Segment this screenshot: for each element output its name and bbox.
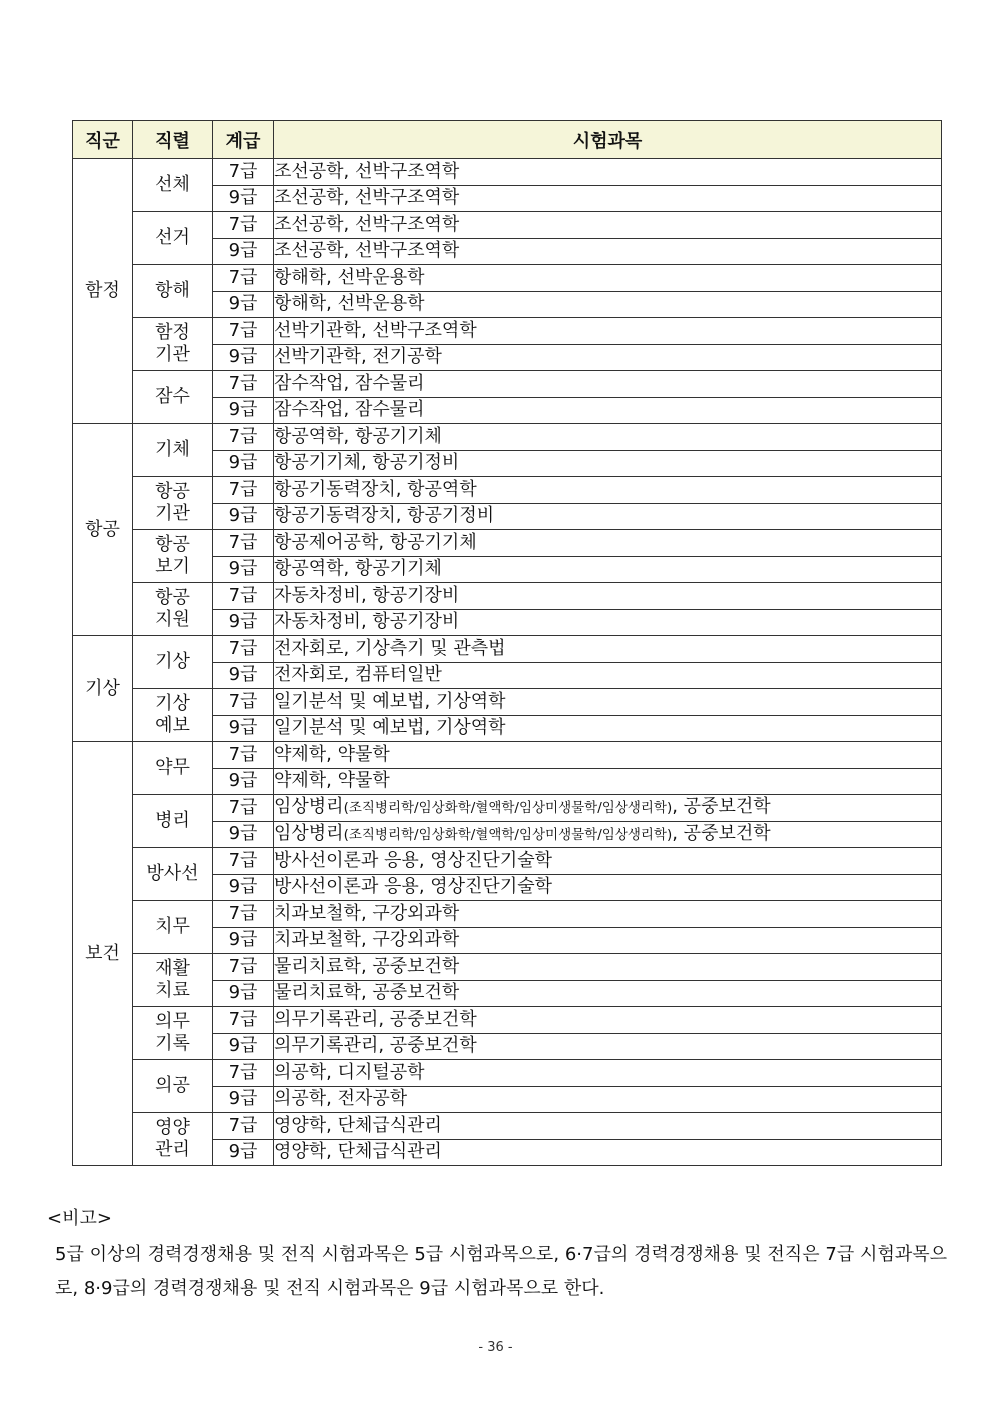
subjects-tail: , 공중보건학 bbox=[672, 822, 771, 844]
grade-cell: 9급 bbox=[213, 980, 274, 1007]
series-cell: 기상 bbox=[133, 636, 213, 689]
subjects-cell: 전자회로, 기상측기 및 관측법 bbox=[274, 636, 942, 663]
subjects-tail: , 공중보건학 bbox=[672, 796, 771, 818]
subjects-cell: 선박기관학, 선박구조역학 bbox=[274, 318, 942, 345]
grade-cell: 9급 bbox=[213, 556, 274, 583]
header-group: 직군 bbox=[73, 121, 133, 159]
series-cell: 병리 bbox=[133, 795, 213, 848]
table-row bbox=[73, 901, 942, 928]
subjects-text: 임상병리 bbox=[274, 822, 344, 844]
remarks-text: 5급 이상의 경력경쟁채용 및 전직 시험과목은 5급 시험과목으로, 6·7급의 경력경쟁채용 및 전직은 7급 시험과목으로, 8·9급의 경력경쟁채용 및 전직 시험과목은 9급 시험과목으로 한다. bbox=[55, 1244, 947, 1299]
table-row bbox=[73, 159, 942, 186]
grade-cell: 9급 bbox=[213, 927, 274, 954]
table-row bbox=[73, 689, 942, 716]
series-cell: 잠수 bbox=[133, 371, 213, 424]
subjects-cell: 항공기동력장치, 항공역학 bbox=[274, 477, 942, 504]
subjects-cell: 약제학, 약물학 bbox=[274, 768, 942, 795]
series-cell: 영양 관리 bbox=[133, 1113, 213, 1166]
subjects-cell: 잠수작업, 잠수물리 bbox=[274, 397, 942, 424]
grade-cell: 9급 bbox=[213, 238, 274, 265]
grade-cell: 9급 bbox=[213, 344, 274, 371]
subjects-note: (조직병리학/임상화학/혈액학/임상미생물학/임상생리학) bbox=[343, 800, 673, 817]
grade-cell: 7급 bbox=[213, 424, 274, 451]
grade-cell: 7급 bbox=[213, 636, 274, 663]
subjects-cell: 선박기관학, 전기공학 bbox=[274, 344, 942, 371]
subjects-cell: 항해학, 선박운용학 bbox=[274, 265, 942, 292]
series-cell: 항공 보기 bbox=[133, 530, 213, 583]
group-cell: 함정 bbox=[73, 159, 133, 424]
subjects-cell: 조선공학, 선박구조역학 bbox=[274, 212, 942, 239]
subjects-cell: 전자회로, 컴퓨터일반 bbox=[274, 662, 942, 689]
grade-cell: 7급 bbox=[213, 530, 274, 557]
subjects-cell: 항공제어공학, 항공기기체 bbox=[274, 530, 942, 557]
subjects-cell: 물리치료학, 공중보건학 bbox=[274, 980, 942, 1007]
grade-cell: 7급 bbox=[213, 689, 274, 716]
group-cell: 보건 bbox=[73, 742, 133, 1166]
table-row bbox=[73, 477, 942, 504]
table-row bbox=[73, 318, 942, 345]
subjects-cell: 영양학, 단체급식관리 bbox=[274, 1113, 942, 1140]
grade-cell: 9급 bbox=[213, 1033, 274, 1060]
grade-cell: 7급 bbox=[213, 265, 274, 292]
grade-cell: 7급 bbox=[213, 848, 274, 875]
grade-cell: 9급 bbox=[213, 1139, 274, 1166]
grade-cell: 9급 bbox=[213, 768, 274, 795]
table-row bbox=[73, 371, 942, 398]
grade-cell: 7급 bbox=[213, 371, 274, 398]
subjects-cell: 자동차정비, 항공기장비 bbox=[274, 609, 942, 636]
subjects-cell: 방사선이론과 응용, 영상진단기술학 bbox=[274, 848, 942, 875]
page-number: - 36 - bbox=[478, 1340, 513, 1355]
table-row bbox=[73, 954, 942, 981]
series-cell: 선거 bbox=[133, 212, 213, 265]
table-row bbox=[73, 530, 942, 557]
series-cell: 함정 기관 bbox=[133, 318, 213, 371]
exam-subjects-table bbox=[72, 120, 942, 1166]
subjects-cell: 일기분석 및 예보법, 기상역학 bbox=[274, 689, 942, 716]
table-row bbox=[73, 212, 942, 239]
group-cell: 항공 bbox=[73, 424, 133, 636]
remarks-heading: <비고> bbox=[47, 1208, 112, 1229]
table-header-row bbox=[73, 121, 942, 159]
subjects-cell: 치과보철학, 구강외과학 bbox=[274, 901, 942, 928]
series-cell: 기체 bbox=[133, 424, 213, 477]
series-cell: 치무 bbox=[133, 901, 213, 954]
subjects-cell: 조선공학, 선박구조역학 bbox=[274, 159, 942, 186]
subjects-cell: 의무기록관리, 공중보건학 bbox=[274, 1033, 942, 1060]
grade-cell: 7급 bbox=[213, 212, 274, 239]
grade-cell: 9급 bbox=[213, 715, 274, 742]
grade-cell: 7급 bbox=[213, 159, 274, 186]
grade-cell: 9급 bbox=[213, 662, 274, 689]
table-row bbox=[73, 742, 942, 769]
table-row bbox=[73, 795, 942, 822]
subjects-cell: 항공역학, 항공기기체 bbox=[274, 424, 942, 451]
table-row bbox=[73, 424, 942, 451]
table-row bbox=[73, 1007, 942, 1034]
subjects-cell: 항해학, 선박운용학 bbox=[274, 291, 942, 318]
subjects-cell: 조선공학, 선박구조역학 bbox=[274, 238, 942, 265]
subjects-cell: 항공기기체, 항공기정비 bbox=[274, 450, 942, 477]
series-cell: 선체 bbox=[133, 159, 213, 212]
grade-cell: 7급 bbox=[213, 954, 274, 981]
subjects-cell: 의공학, 디지털공학 bbox=[274, 1060, 942, 1087]
series-cell: 방사선 bbox=[133, 848, 213, 901]
series-cell: 항해 bbox=[133, 265, 213, 318]
grade-cell: 9급 bbox=[213, 609, 274, 636]
table-row bbox=[73, 636, 942, 663]
grade-cell: 9급 bbox=[213, 874, 274, 901]
subjects-cell: 일기분석 및 예보법, 기상역학 bbox=[274, 715, 942, 742]
table-row bbox=[73, 1113, 942, 1140]
table-row bbox=[73, 1060, 942, 1087]
subjects-cell bbox=[274, 821, 942, 848]
subjects-cell: 영양학, 단체급식관리 bbox=[274, 1139, 942, 1166]
grade-cell: 7급 bbox=[213, 1060, 274, 1087]
series-cell: 의공 bbox=[133, 1060, 213, 1113]
subjects-cell: 조선공학, 선박구조역학 bbox=[274, 185, 942, 212]
grade-cell: 7급 bbox=[213, 1113, 274, 1140]
grade-cell: 7급 bbox=[213, 318, 274, 345]
grade-cell: 9급 bbox=[213, 397, 274, 424]
subjects-cell: 치과보철학, 구강외과학 bbox=[274, 927, 942, 954]
group-cell: 기상 bbox=[73, 636, 133, 742]
table-body bbox=[73, 159, 942, 1166]
subjects-cell: 의공학, 전자공학 bbox=[274, 1086, 942, 1113]
subjects-cell: 자동차정비, 항공기장비 bbox=[274, 583, 942, 610]
subjects-cell: 항공역학, 항공기기체 bbox=[274, 556, 942, 583]
grade-cell: 7급 bbox=[213, 1007, 274, 1034]
table-row bbox=[73, 848, 942, 875]
header-subjects: 시험과목 bbox=[274, 121, 942, 159]
grade-cell: 9급 bbox=[213, 291, 274, 318]
grade-cell: 9급 bbox=[213, 821, 274, 848]
series-cell: 재활 치료 bbox=[133, 954, 213, 1007]
table-row bbox=[73, 583, 942, 610]
subjects-note: (조직병리학/임상화학/혈액학/임상미생물학/임상생리학) bbox=[343, 826, 673, 843]
grade-cell: 9급 bbox=[213, 1086, 274, 1113]
subjects-cell: 항공기동력장치, 항공기정비 bbox=[274, 503, 942, 530]
header-grade: 계급 bbox=[213, 121, 274, 159]
grade-cell: 7급 bbox=[213, 477, 274, 504]
grade-cell: 7급 bbox=[213, 795, 274, 822]
series-cell: 항공 기관 bbox=[133, 477, 213, 530]
subjects-cell: 의무기록관리, 공중보건학 bbox=[274, 1007, 942, 1034]
subjects-cell: 물리치료학, 공중보건학 bbox=[274, 954, 942, 981]
subjects-cell: 방사선이론과 응용, 영상진단기술학 bbox=[274, 874, 942, 901]
table-row bbox=[73, 265, 942, 292]
series-cell: 약무 bbox=[133, 742, 213, 795]
series-cell: 기상 예보 bbox=[133, 689, 213, 742]
subjects-cell: 잠수작업, 잠수물리 bbox=[274, 371, 942, 398]
header-series: 직렬 bbox=[133, 121, 213, 159]
subjects-text: 임상병리 bbox=[274, 796, 344, 818]
grade-cell: 7급 bbox=[213, 901, 274, 928]
grade-cell: 7급 bbox=[213, 742, 274, 769]
series-cell: 의무 기록 bbox=[133, 1007, 213, 1060]
grade-cell: 9급 bbox=[213, 185, 274, 212]
grade-cell: 7급 bbox=[213, 583, 274, 610]
subjects-cell bbox=[274, 795, 942, 822]
series-cell: 항공 지원 bbox=[133, 583, 213, 636]
remarks-section bbox=[47, 1204, 947, 1306]
grade-cell: 9급 bbox=[213, 450, 274, 477]
subjects-cell: 약제학, 약물학 bbox=[274, 742, 942, 769]
grade-cell: 9급 bbox=[213, 503, 274, 530]
